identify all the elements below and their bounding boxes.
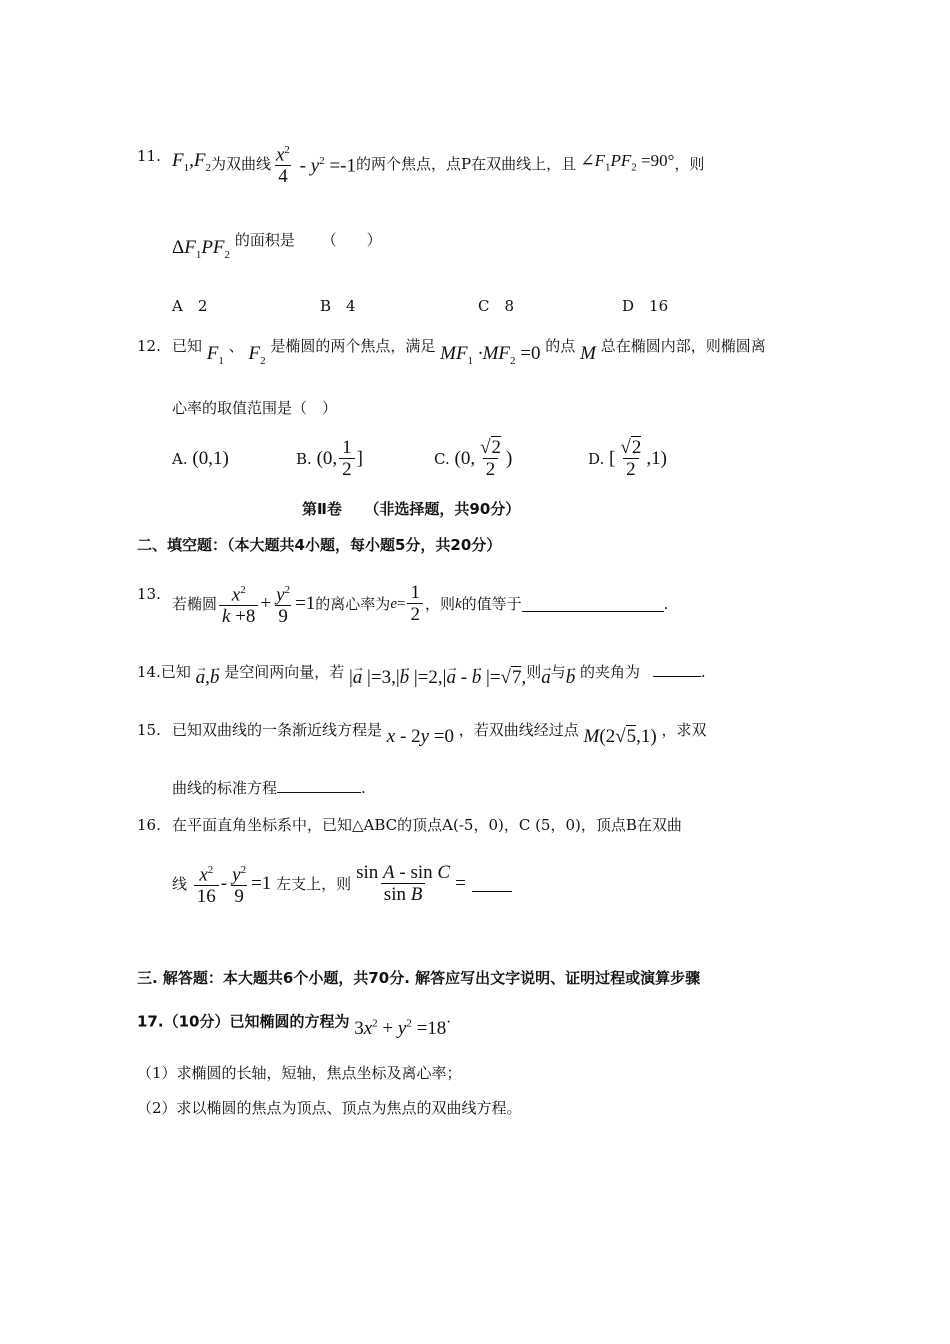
q12-option-b-label: B. (296, 450, 312, 468)
q16-number: 16. (137, 816, 161, 834)
q14-text4: 与 (550, 663, 566, 681)
q13-fraction-y: $\frac{y^2}{9}$ (276, 583, 291, 628)
q17-line: 17.（10分）已知椭圆的方程为 $3x^2 + y^2 =18\cdot$ (137, 1012, 452, 1040)
q11-number: 11. (137, 147, 161, 165)
q15-text4: 曲线的标准方程 (172, 779, 278, 797)
q11-paren: （ ） (321, 231, 382, 249)
q11-text2: 的两个焦点，点P在双曲线上，且 (355, 155, 577, 173)
q12-line2: 心率的取值范围是（ ） (172, 399, 338, 417)
q11-text1: 为双曲线 (210, 155, 271, 173)
q11-option-b: B 4 (320, 297, 356, 315)
q16-line2 (172, 856, 512, 912)
q13-line: 若椭圆 $\frac{x^2}{k +8}$ + $\frac{y^2}{9}$ =1 的离心率为 e = $\frac{1}{2}$ ，则 k 的值等于 . (172, 581, 669, 628)
q16-equals: =1 (251, 873, 272, 894)
q13-plus: + (260, 593, 272, 614)
q13-number: 13. (137, 585, 161, 603)
q12-text1: 已知 (172, 337, 203, 355)
q15-answer-blank[interactable] (277, 778, 361, 793)
q13-equals: =1 (295, 593, 316, 614)
q13-text4: 的值等于 (461, 595, 522, 613)
q16-fraction-x: $\frac{x^2}{16}$ (194, 860, 219, 908)
q14-conditions: |→ a |=3,|→ b |=2,|→ a - → b |=√7, (349, 667, 526, 688)
q14-text3: 则 (526, 663, 542, 681)
q13-text1: 若椭圆 (172, 595, 218, 613)
part2-title: 第Ⅱ卷 （非选择题，共90分） (302, 500, 521, 518)
q12-f2: $F_2$ (248, 343, 266, 367)
q12-point-m: M (580, 343, 596, 364)
q14-text2: 是空间两向量，若 (224, 663, 345, 681)
q12-dot-product: $MF_1 \cdot MF_2 =0$ (440, 343, 541, 367)
q12-text2: 、 (228, 337, 244, 355)
q16-line1: 在平面直角坐标系中，已知△ABC的顶点A(-5，0)，C (5，0)，顶点B在双曲 (172, 816, 682, 834)
q14-text1: 已知 (160, 663, 191, 681)
q12-text5: 总在椭圆内部，则椭圆离 (600, 337, 766, 355)
q11-line2 (172, 231, 382, 265)
q14-answer-blank[interactable] (653, 662, 701, 677)
q12-number: 12. (137, 337, 161, 355)
q15-point: M(2√5,1) (583, 726, 657, 747)
q15-number: 15. (137, 721, 161, 739)
q14-line: 14.已知 → a,→ b 是空间两向量，若 |→ a |=3,|→ b |=2,|→ a - → b |=√7,则→ a与→ b 的夹角为 . (137, 662, 706, 682)
q16-sine-fraction: $\frac{\text{sin A - sin C}}{\text{sin B}}$ (356, 861, 451, 905)
q11-line1 (172, 136, 704, 192)
q11-hyperbola-rest: - $y^2 =-1$ (294, 155, 356, 177)
q13-answer-blank[interactable] (522, 597, 664, 612)
q17-part2: （2）求以椭圆的焦点为顶点、顶点为焦点的双曲线方程。 (137, 1099, 522, 1117)
q11-option-c: C 8 (478, 297, 515, 315)
q11-hyperbola-fraction: $\frac{x^2}{4}$ (275, 143, 290, 188)
q15-text2: ，若双曲线经过点 (458, 721, 579, 739)
q16-equals2: = (455, 873, 466, 894)
section2-heading: 二、填空题：（本大题共4小题，每小题5分，共20分） (137, 536, 502, 554)
q15-text3: ，求双 (661, 721, 707, 739)
q14-vectors: → a,→ b (196, 667, 220, 688)
q13-text3: ，则 (424, 595, 455, 613)
q12-option-d-label: D. (588, 450, 605, 468)
q12-option-d-value: [ $\frac{√2}{2}$ ,1) (609, 436, 667, 480)
q12-option-c (434, 432, 512, 486)
q12-option-b-value: (0, $\frac{1}{2}$ ] (316, 436, 363, 480)
q16-answer-blank[interactable] (472, 877, 512, 892)
q12-option-c-value: (0, $\frac{√2}{2}$ ) (454, 436, 513, 480)
q16-text2: 线 (172, 875, 188, 893)
q11-text4: 的面积是 (234, 231, 295, 249)
q12-option-a-label: A. (172, 450, 188, 468)
q11-text3: ，则 (674, 155, 705, 173)
q12-option-c-label: C. (434, 450, 450, 468)
q14-number: 14. (137, 663, 161, 681)
q17-heading: 17.（10分）已知椭圆的方程为 (137, 1012, 350, 1031)
q12-text3: 是椭圆的两个焦点，满足 (270, 337, 436, 355)
section3-heading: 三. 解答题：本大题共6个小题，共70分. 解答应写出文字说明、证明过程或演算步骤 (137, 969, 701, 987)
q17-part1: （1）求椭圆的长轴，短轴，焦点坐标及离心率； (137, 1064, 462, 1082)
q11-triangle: $\Delta F_1PF_2$ (172, 237, 231, 261)
q12-line1 (172, 336, 766, 367)
q15-line2: 曲线的标准方程 . (172, 779, 366, 797)
q13-fraction-half: $\frac{1}{2}$ (407, 583, 423, 626)
q12-option-a-value: (0,1) (192, 448, 229, 469)
q16-fraction-y: $\frac{y^2}{9}$ (232, 863, 247, 908)
q16-minus: - (220, 873, 228, 894)
q15-line1 (172, 720, 707, 747)
q17-equation: $3x^2 + y^2 =18$ (354, 1018, 447, 1040)
q12-option-d (588, 432, 667, 486)
q13-fraction-x: $\frac{x^2}{k +8}$ (219, 580, 258, 628)
q12-f1: $F_1$ (206, 343, 224, 367)
q16-text3: 左支上，则 (276, 875, 352, 893)
q13-k: k (454, 596, 462, 612)
q15-asymptote: x - 2y =0 (386, 726, 454, 747)
q14-vector-a: → a (541, 668, 551, 688)
q12-option-a (172, 432, 229, 486)
q11-option-a: A 2 (172, 297, 208, 315)
q11-option-d: D 16 (622, 297, 669, 315)
q13-text2: 的离心率为 (315, 595, 391, 613)
q14-text5: 的夹角为 (580, 663, 641, 681)
q11-angle: $\angle F_1PF_2 =90^\circ$ (576, 150, 675, 174)
q14-vector-b: → b (566, 668, 576, 688)
q13-e: e (390, 596, 397, 612)
q12-option-b (296, 432, 363, 486)
q12-text4: 的点 (545, 337, 576, 355)
q15-text1: 已知双曲线的一条渐近线方程是 (172, 721, 383, 739)
q11-foci: $F_1,F_2$ (172, 149, 211, 174)
